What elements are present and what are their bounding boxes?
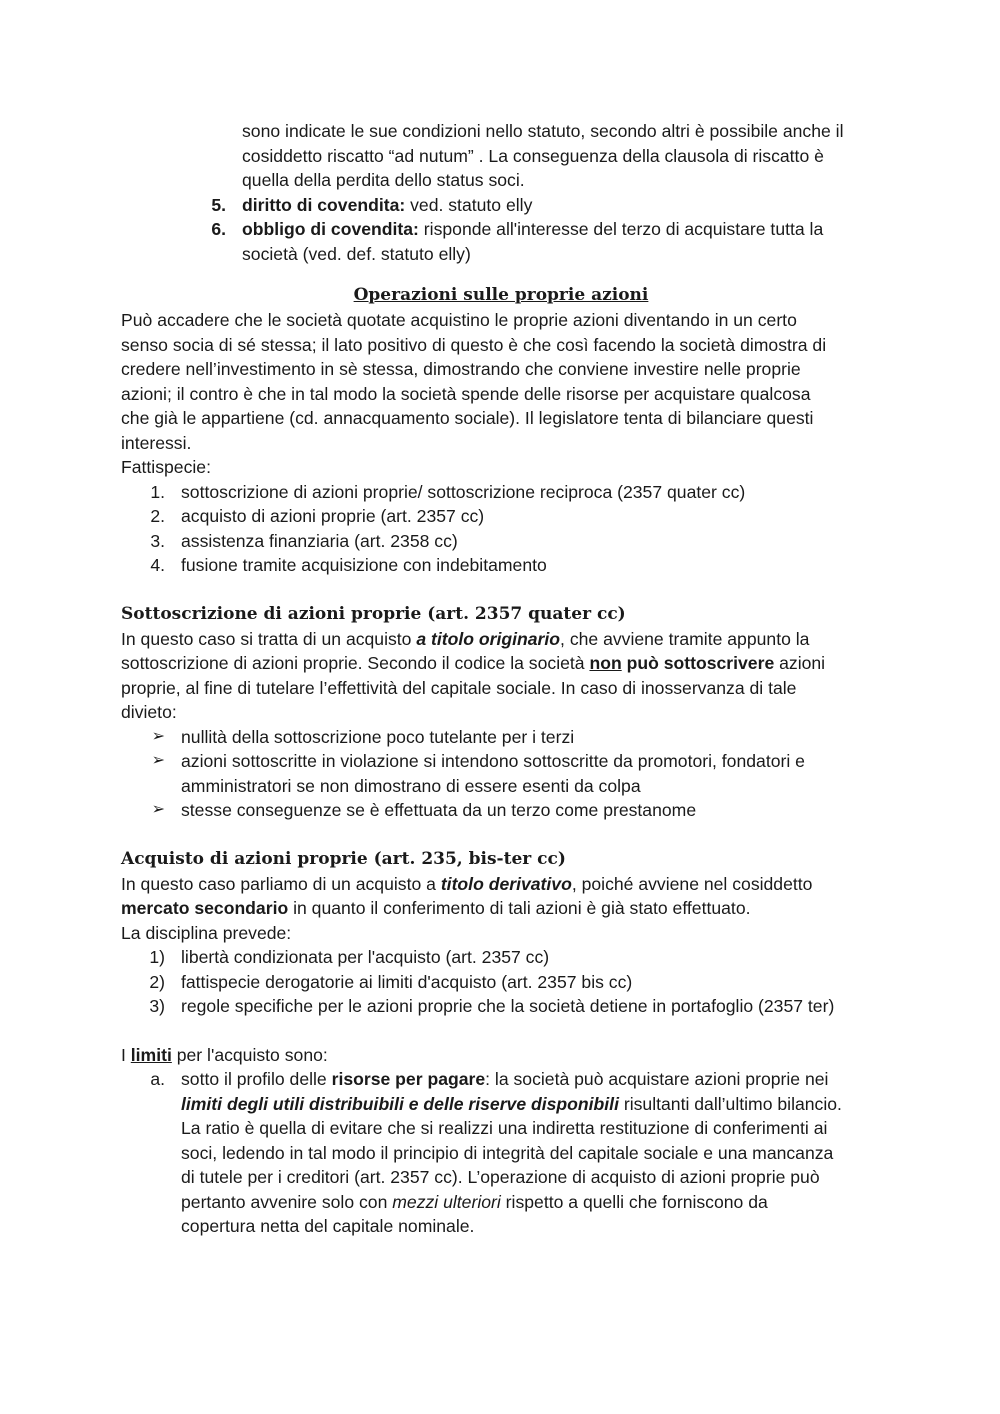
text-line: sottoscrizione di azioni proprie. Secondo il codice la società non può sottoscrivere azioni [121,653,826,673]
text-line: In questo caso si tratta di un acquisto a titolo originario, che avviene tramite appunto la [121,628,810,649]
list-number: 4. [150,555,165,575]
item-text: regole specifiche per le azioni proprie che la società detiene in portafoglio (2357 ter) [181,996,835,1016]
list-number: 1. [150,481,165,502]
item-text: stesse conseguenze se è effettuata da un terzo come prestanome [181,800,697,820]
list-item: a. sotto il profilo delle risorse per pagare: la società può acquistare azioni proprie nei limiti degli utili distribuibili e delle riserve disponibili risultanti dall’ultimo bilancio. La ratio è quella di evitare che si realizzi una indiretta restituzione di conferimenti ai soci, ledendo in tal modo il principio di integrità del capitale sociale e una mancanza di tutele per i creditori (art. 2357 cc). L’operazione di acquisto di azioni proprie può pertanto avvenire solo con mezzi ulteriori rispetto a quelli che forniscono da copertura netta del capitale nominale. [121,1067,881,1239]
list-item [121,994,881,1019]
section-paragraph [121,308,881,480]
fattispecie-list [121,480,881,578]
carryover-list [121,193,881,267]
term-bold: obbligo di covendita: [242,219,419,239]
text-line: divieto: [121,702,177,722]
list-item [121,193,881,218]
list-number: 2. [150,506,165,526]
list-item [121,553,881,578]
item-text: azioni sottoscritte in violazione si intendono sottoscritte da promotori, fondatori e [181,751,805,771]
list-item [121,217,881,266]
list-item [121,504,881,529]
emphasis: limiti [130,1044,172,1065]
text-line: sono indicate le sue condizioni nello statuto, secondo altri è possibile anche il [242,121,844,141]
text-line: che già le appartiene (cd. annacquamento sociale). Il legislatore tenta di bilanciare questi [121,408,814,428]
text-line: credere nell’investimento in sè stessa, dimostrando che conviene investire nelle proprie [121,359,801,379]
section-paragraph [121,627,881,725]
list-number: 3. [150,530,165,551]
list-item [121,798,881,823]
consequences-list [121,725,881,823]
text-line: mercato secondario in quanto il conferimento di tali azioni è già stato effettuato. [121,898,751,918]
section-heading: Operazioni sulle proprie azioni [353,285,649,305]
limiti-list [121,1067,881,1239]
item-text: fattispecie derogatorie ai limiti d'acquisto (art. 2357 bis cc) [181,971,633,992]
item-text: risponde all'interesse del terzo di acquistare tutta la [418,219,824,239]
text-line: Può accadere che le società quotate acquistino le proprie azioni diventando in un certo [121,310,797,330]
item-text: assistenza finanziaria (art. 2358 cc) [181,530,458,551]
item-text: acquisto di azioni proprie (art. 2357 cc) [181,506,485,526]
item-text: fusione tramite acquisizione con indebitamento [181,555,547,575]
item-text-continued: amministratori se non dimostrano di essere esenti da colpa [181,775,641,796]
list-item [121,725,881,750]
disciplina-list [121,945,881,1019]
section-paragraph [121,872,881,946]
arrow-bullet-icon: ➢ [151,727,165,745]
blank-line [121,1019,881,1043]
list-number: 1) [149,947,165,967]
list-number: 5. [211,194,226,215]
list-number: 2) [149,971,165,992]
list-item [121,480,881,505]
emphasis: limiti degli utili distribuibili e delle riserve disponibili [181,1093,619,1114]
item-text: nullità della sottoscrizione poco tutelante per i terzi [181,726,575,747]
list-intro: Fattispecie: [121,457,211,477]
list-item [121,749,881,798]
item-text: ved. statuto elly [405,194,533,215]
emphasis: a titolo originario [416,628,561,649]
text-line: proprie, al fine di tutelare l’effettività del capitale sociale. In caso di inosservanza di tale [121,677,797,698]
list-item [121,970,881,995]
list-item [121,945,881,970]
text-line: interessi. [121,432,192,453]
term-bold: diritto di covendita: [242,194,406,215]
list-number: a. [150,1069,165,1089]
text-line: quella della perdita dello status soci. [242,170,525,190]
section-heading: Acquisto di azioni proprie (art. 235, bis-ter cc) [121,848,566,869]
emphasis: non [589,653,622,673]
item-text: sottoscrizione di azioni proprie/ sottoscrizione reciproca (2357 quater cc) [181,481,746,502]
text-line: azioni; il contro è che in tal modo la società spende delle risorse per acquistare qualcosa [121,383,811,404]
emphasis: mezzi ulteriori [392,1191,501,1212]
emphasis: titolo derivativo [440,873,572,894]
text-line: cosiddetto riscatto “ad nutum” . La conseguenza della clausola di riscatto è [242,145,824,166]
list-number: 6. [211,219,226,239]
text-line: senso socia di sé stessa; il lato positivo di questo è che così facendo la società dimostra di [121,334,827,355]
carryover-paragraph [121,119,881,193]
section-heading: Sottoscrizione di azioni proprie (art. 2357 quater cc) [121,603,626,624]
text-line: In questo caso parliamo di un acquisto a titolo derivativo, poiché avviene nel cosiddetto [121,873,813,894]
emphasis: mercato secondario [121,898,289,918]
arrow-bullet-icon: ➢ [151,752,165,769]
document-page [121,119,881,1239]
text-line: La disciplina prevede: [121,922,292,943]
text-line: I limiti per l'acquisto sono: [121,1044,328,1065]
item-text-continued: società (ved. def. statuto elly) [242,243,471,264]
list-number: 3) [149,996,165,1016]
emphasis: risorse per pagare [331,1069,486,1089]
list-item [121,529,881,554]
arrow-bullet-icon: ➢ [151,801,165,818]
item-text: libertà condizionata per l'acquisto (art. 2357 cc) [181,947,550,967]
